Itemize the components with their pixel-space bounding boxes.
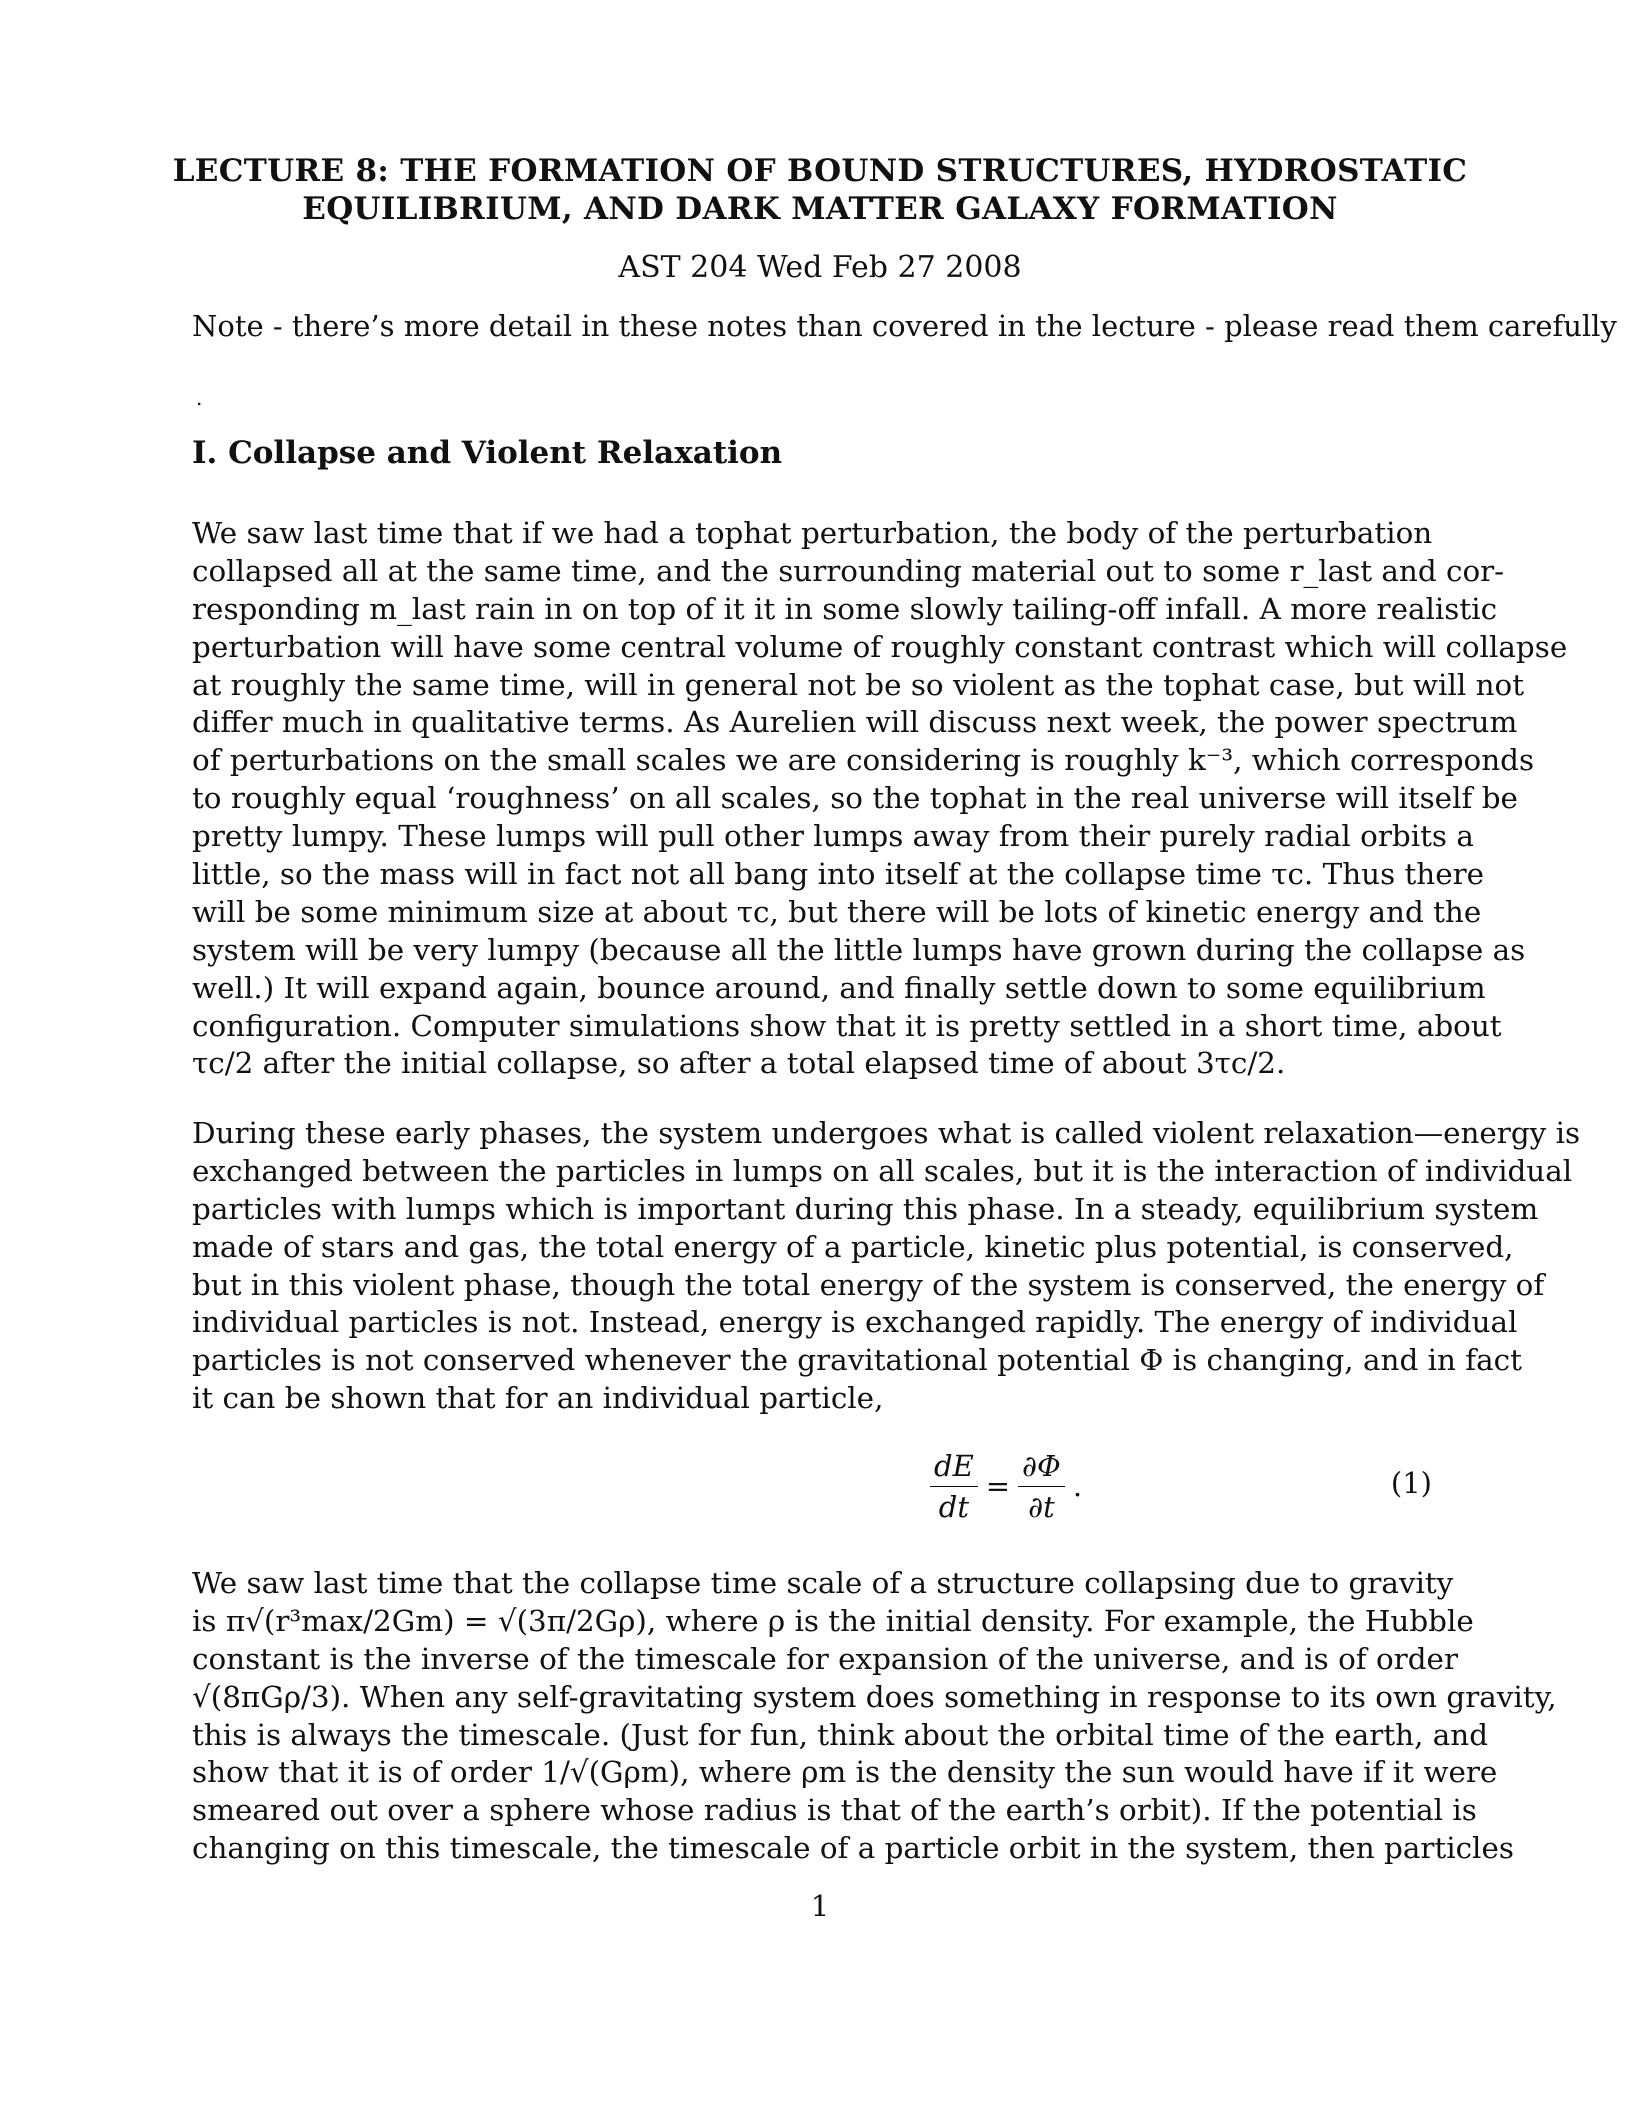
fraction-denominator: ∂t (1028, 1489, 1055, 1524)
course-date-line: AST 204 Wed Feb 27 2008 (618, 250, 1022, 285)
page-number: 1 (810, 1889, 830, 1923)
text-line: perturbation will have some central volume of roughly constant contrast which will collapse (192, 629, 1568, 664)
equation-1 (192, 1440, 1432, 1532)
text-line: constant is the inverse of the timescale for expansion of the universe, and is of order (192, 1641, 1458, 1676)
title-line-1: LECTURE 8: THE FORMATION OF BOUND STRUCTURES, HYDROSTATIC (172, 153, 1468, 189)
text-line: During these early phases, the system undergoes what is called violent relaxation—energy is (192, 1116, 1581, 1150)
text-line: show that it is of order 1/√(Gρm), where ρm is the density the sun would have if it were (192, 1755, 1498, 1790)
equation-period: . (1072, 1469, 1083, 1503)
text-line: of perturbations on the small scales we are considering is roughly k⁻³, which corresponds (192, 743, 1535, 778)
equals-sign: = (985, 1469, 1011, 1503)
text-line: made of stars and gas, the total energy of a particle, kinetic plus potential, is conserved, (192, 1229, 1514, 1264)
section-heading: I. Collapse and Violent Relaxation (192, 435, 783, 471)
text-line: individual particles is not. Instead, energy is exchanged rapidly. The energy of individual (192, 1305, 1518, 1340)
text-line: We saw last time that the collapse time scale of a structure collapsing due to gravity (192, 1566, 1454, 1600)
text-line: pretty lumpy. These lumps will pull other lumps away from their purely radial orbits a (192, 819, 1474, 854)
text-line: particles is not conserved whenever the gravitational potential Φ is changing, and in fact (192, 1343, 1522, 1378)
text-line: well.) It will expand again, bounce around, and finally settle down to some equilibrium (192, 970, 1486, 1005)
text-line: it can be shown that for an individual particle, (192, 1381, 884, 1416)
separator-dot: . (196, 386, 203, 410)
text-line: little, so the mass will in fact not all bang into itself at the collapse time τc. Thus there (192, 857, 1485, 892)
text-line: system will be very lumpy (because all the little lumps have grown during the collapse as (192, 932, 1526, 967)
text-line: changing on this timescale, the timescale of a particle orbit in the system, then particles (192, 1831, 1514, 1866)
equation-number: (1) (1390, 1466, 1432, 1500)
text-line: τc/2 after the initial collapse, so after a total elapsed time of about 3τc/2. (192, 1046, 1286, 1081)
fraction-dphi-dt (1018, 1446, 1065, 1527)
lecture-title (100, 152, 1540, 228)
text-line: differ much in qualitative terms. As Aurelien will discuss next week, the power spectrum (192, 705, 1518, 740)
text-line: configuration. Computer simulations show that it is pretty settled in a short time, about (192, 1008, 1502, 1043)
fraction-denominator: dt (938, 1489, 969, 1524)
equation-body (922, 1440, 1082, 1532)
text-line: to roughly equal ‘roughness’ on all scales, so the tophat in the real universe will itself be (192, 781, 1518, 816)
text-line: at roughly the same time, will in general not be so violent as the tophat case, but will not (192, 667, 1525, 702)
title-line-2: EQUILIBRIUM, AND DARK MATTER GALAXY FORMATION (302, 191, 1338, 227)
text-line: We saw last time that if we had a tophat perturbation, the body of the perturbation (192, 516, 1433, 550)
text-line: √(8πGρ/3). When any self-gravitating system does something in response to its own gravity, (192, 1679, 1557, 1714)
text-line: collapsed all at the same time, and the surrounding material out to some r_last and cor- (192, 553, 1505, 588)
text-line: responding m_last rain in on top of it it in some slowly tailing-off infall. A more realistic (192, 591, 1498, 626)
text-line: but in this violent phase, though the total energy of the system is conserved, the energy of (192, 1267, 1545, 1302)
text-line: particles with lumps which is important during this phase. In a steady, equilibrium system (192, 1191, 1539, 1226)
text-line: smeared out over a sphere whose radius is that of the earth’s orbit). If the potential is (192, 1793, 1477, 1828)
text-line: exchanged between the particles in lumps on all scales, but it is the interaction of individual (192, 1153, 1573, 1188)
text-line: is π√(r³max/2Gm) = √(3π/2Gρ), where ρ is the initial density. For example, the Hubble (192, 1603, 1474, 1638)
paragraph-3 (192, 1565, 1557, 1868)
text-line: this is always the timescale. (Just for fun, think about the orbital time of the earth, and (192, 1717, 1489, 1752)
reading-note: Note - there’s more detail in these notes than covered in the lecture - please read them carefully (192, 309, 1617, 343)
text-line: will be some minimum size at about τc, but there will be lots of kinetic energy and the (192, 894, 1482, 929)
paragraph-1 (192, 515, 1568, 1083)
fraction-numerator: ∂Φ (1018, 1446, 1065, 1487)
fraction-numerator: dE (930, 1446, 978, 1487)
paragraph-2 (192, 1115, 1581, 1418)
fraction-de-dt (930, 1446, 978, 1527)
